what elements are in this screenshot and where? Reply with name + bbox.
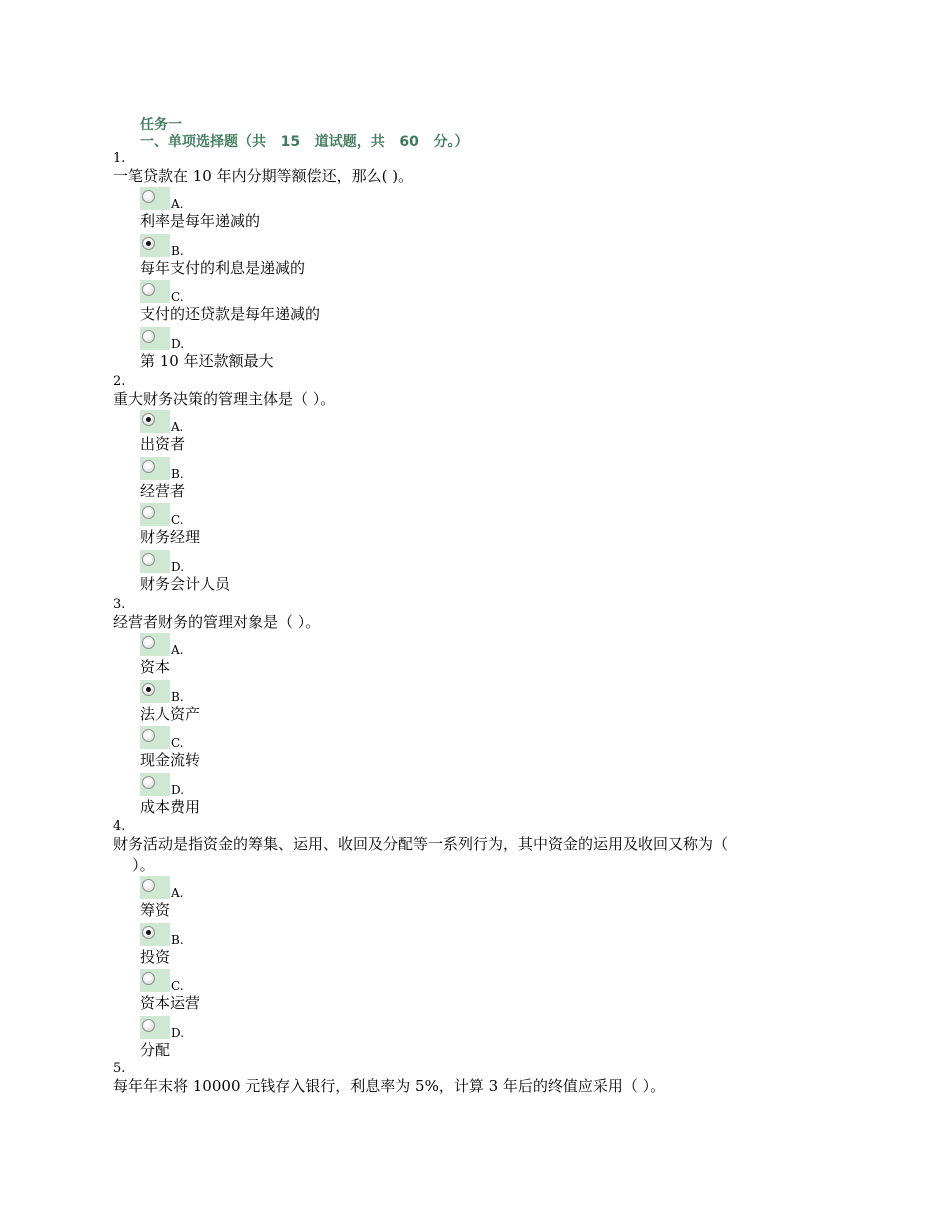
option-text: 分配 [140,1040,171,1059]
radio-button[interactable] [140,187,170,210]
radio-button[interactable] [140,410,170,433]
option-text: 现金流转 [140,751,201,769]
option-a[interactable] [140,876,813,923]
radio-button[interactable] [140,234,170,257]
option-letter: D. [171,782,185,797]
option-b[interactable] [140,923,813,970]
question-text: 每年年末将 10000 元钱存入银行，利息率为 5%，计算 3 年后的终值应采用（ ）。 [113,1077,666,1095]
option-text: 经营者 [140,481,186,500]
radio-checked-icon[interactable] [142,237,155,250]
option-text: 每年支付的利息是递减的 [140,258,306,277]
radio-circle-icon[interactable] [142,330,155,343]
option-d[interactable] [140,773,813,820]
radio-button[interactable] [140,876,170,899]
option-text: 利率是每年递减的 [140,212,261,230]
option-letter: A. [171,420,184,434]
radio-button[interactable] [140,969,170,992]
option-letter: B. [171,243,184,258]
option-letter: A. [171,643,184,657]
question-text: 财务活动是指资金的筹集、运用、收回及分配等一系列行为，其中资金的运用及收回又称为（ [113,835,729,853]
option-c[interactable] [140,969,813,1016]
question-text: 经营者财务的管理对象是（ ）。 [113,613,321,631]
radio-circle-icon[interactable] [142,553,155,566]
option-letter: C. [171,736,184,750]
radio-circle-icon[interactable] [142,879,155,892]
question-text-continued: ）。 [113,856,155,874]
radio-circle-icon[interactable] [142,972,155,985]
question-4 [113,819,813,1062]
radio-checked-icon[interactable] [142,413,155,426]
option-text: 第 10 年还款额最大 [140,351,274,370]
option-b[interactable] [140,234,813,281]
radio-circle-icon[interactable] [142,190,155,203]
option-text: 资本 [140,658,171,676]
option-text: 投资 [140,947,171,966]
question-number: 3. [113,597,126,612]
radio-circle-icon[interactable] [142,636,155,649]
radio-button[interactable] [140,773,170,796]
radio-button[interactable] [140,1016,170,1039]
option-text: 成本费用 [140,797,201,816]
option-text: 财务会计人员 [140,574,231,593]
option-text: 出资者 [140,435,186,453]
option-letter: D. [171,336,185,351]
question-3 [113,597,813,819]
option-letter: C. [171,979,184,993]
radio-button[interactable] [140,503,170,526]
question-5 [113,1061,813,1097]
option-text: 筹资 [140,901,171,919]
option-letter: B. [171,689,184,704]
option-letter: A. [171,886,184,900]
option-d[interactable] [140,327,813,374]
option-text: 财务经理 [140,528,201,546]
option-letter: C. [171,290,184,304]
radio-checked-icon[interactable] [142,926,155,939]
option-c[interactable] [140,726,813,773]
option-letter: A. [171,197,184,211]
radio-circle-icon[interactable] [142,1019,155,1032]
option-text: 支付的还贷款是每年递减的 [140,305,321,323]
radio-circle-icon[interactable] [142,776,155,789]
radio-button[interactable] [140,726,170,749]
option-d[interactable] [140,550,813,597]
radio-button[interactable] [140,923,170,946]
radio-button[interactable] [140,550,170,573]
option-letter: D. [171,1025,185,1040]
radio-button[interactable] [140,457,170,480]
option-b[interactable] [140,680,813,727]
radio-circle-icon[interactable] [142,460,155,473]
option-a[interactable] [140,410,813,457]
question-number: 5. [113,1061,126,1076]
question-number: 1. [113,151,126,166]
question-text: 重大财务决策的管理主体是（ ）。 [113,390,336,408]
option-d[interactable] [140,1016,813,1063]
option-letter: C. [171,513,184,527]
task-title: 任务一 [140,117,182,133]
question-2 [113,374,813,596]
section-title: 一、单项选择题（共 15 道试题，共 60 分。） [140,134,469,150]
radio-button[interactable] [140,633,170,656]
radio-button[interactable] [140,327,170,350]
option-letter: B. [171,466,184,481]
option-text: 资本运营 [140,994,201,1012]
option-letter: D. [171,559,185,574]
question-number: 2. [113,374,126,389]
option-text: 法人资产 [140,704,201,723]
option-letter: B. [171,932,184,947]
option-b[interactable] [140,457,813,504]
option-c[interactable] [140,280,813,327]
option-a[interactable] [140,187,813,234]
radio-button[interactable] [140,680,170,703]
option-c[interactable] [140,503,813,550]
option-a[interactable] [140,633,813,680]
question-number: 4. [113,819,126,834]
radio-checked-icon[interactable] [142,683,155,696]
question-1 [113,151,813,373]
radio-circle-icon[interactable] [142,283,155,296]
radio-circle-icon[interactable] [142,729,155,742]
radio-button[interactable] [140,280,170,303]
radio-circle-icon[interactable] [142,506,155,519]
question-text: 一笔贷款在 10 年内分期等额偿还，那么( )。 [113,167,414,185]
